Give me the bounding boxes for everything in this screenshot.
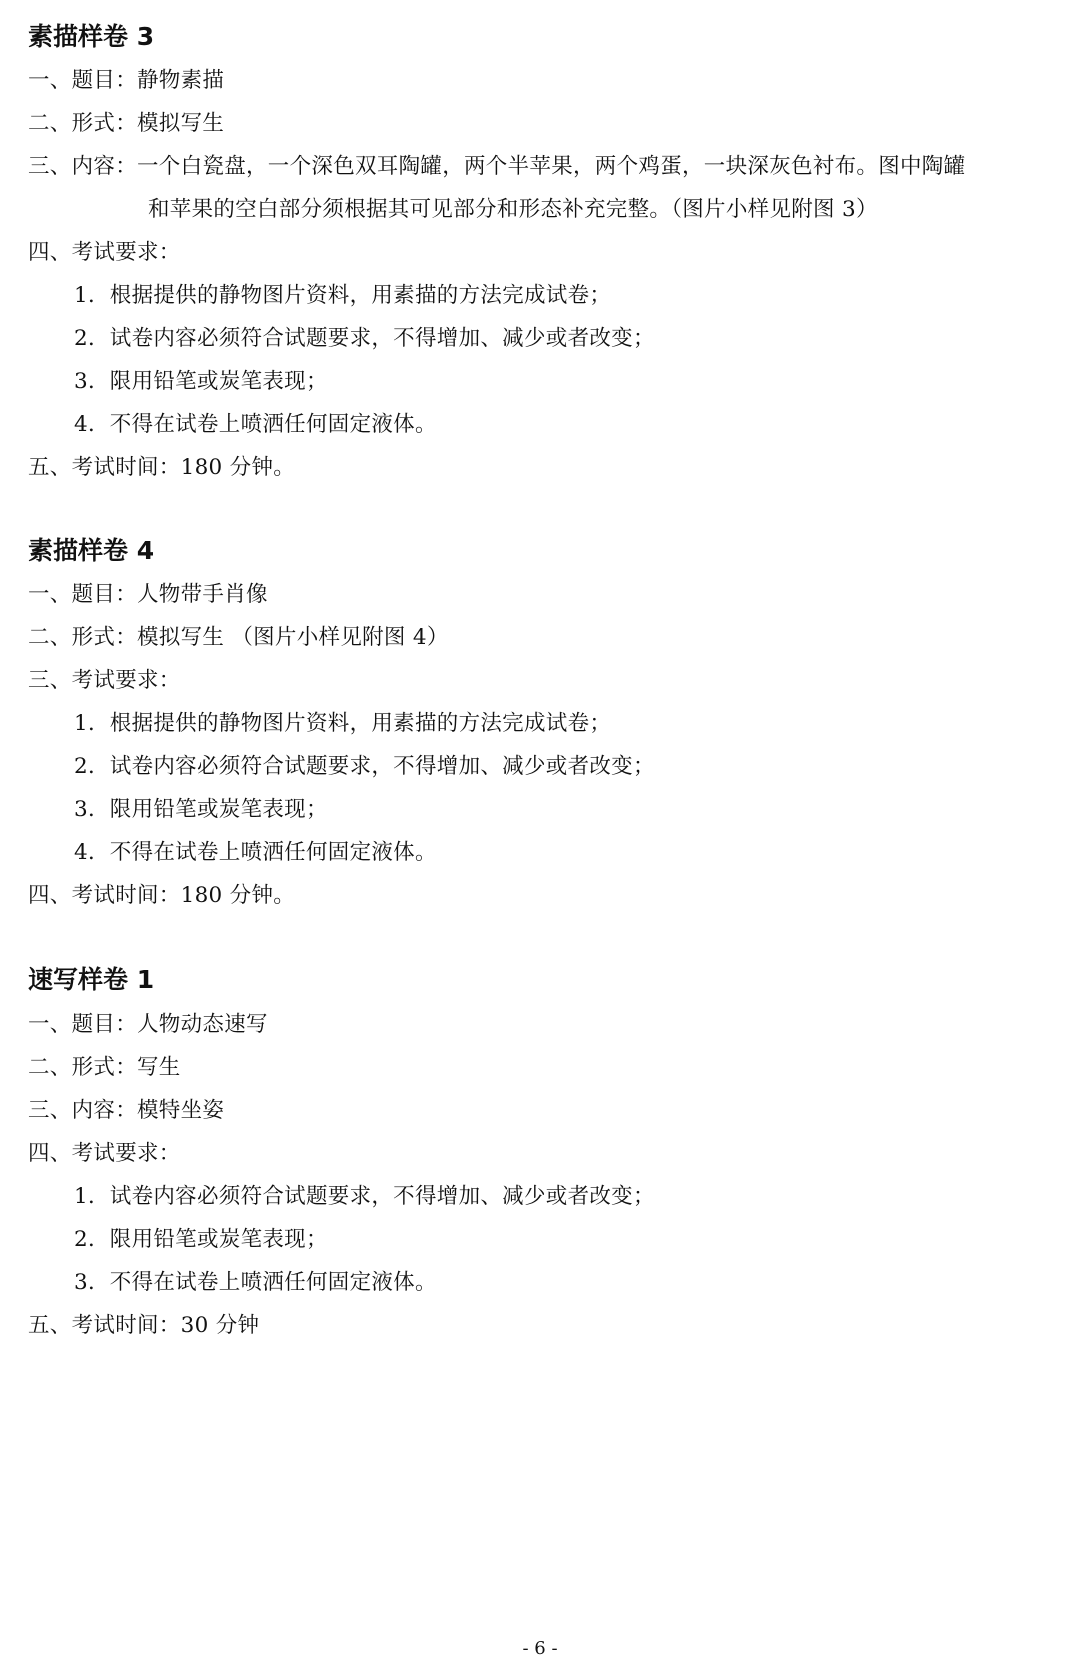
requirement-item: 1．根据提供的静物图片资料，用素描的方法完成试卷；: [74, 711, 612, 736]
requirement-item: 2．试卷内容必须符合试题要求，不得增加、减少或者改变；: [74, 754, 655, 779]
requirement-item: 4．不得在试卷上喷洒任何固定液体。: [74, 412, 437, 437]
section-title: 素描样卷 3: [28, 22, 155, 51]
section-line: 五、考试时间：180 分钟。: [28, 455, 296, 480]
section-line: 四、考试时间：180 分钟。: [28, 883, 296, 908]
section-line: 二、形式：模拟写生: [28, 111, 225, 136]
requirement-item: 2．限用铅笔或炭笔表现；: [74, 1227, 328, 1252]
requirement-item: 3．不得在试卷上喷洒任何固定液体。: [74, 1270, 437, 1295]
section-title: 速写样卷 1: [28, 965, 155, 994]
section-line: 三、考试要求：: [28, 668, 181, 693]
requirement-item: 4．不得在试卷上喷洒任何固定液体。: [74, 840, 437, 865]
section-line: 和苹果的空白部分须根据其可见部分和形态补充完整。（图片小样见附图 3）: [148, 197, 878, 222]
requirement-item: 1．试卷内容必须符合试题要求，不得增加、减少或者改变；: [74, 1184, 655, 1209]
section-line: 二、形式：模拟写生 （图片小样见附图 4）: [28, 625, 449, 650]
requirement-item: 3．限用铅笔或炭笔表现；: [74, 369, 328, 394]
section-line: 一、题目：人物带手肖像: [28, 582, 268, 607]
section-line: 一、题目：人物动态速写: [28, 1012, 268, 1037]
requirement-item: 2．试卷内容必须符合试题要求，不得增加、减少或者改变；: [74, 326, 655, 351]
section-line: 二、形式：写生: [28, 1055, 181, 1080]
section-line: 一、题目：静物素描: [28, 68, 225, 93]
section-line: 三、内容：模特坐姿: [28, 1098, 225, 1123]
section-line: 三、内容：一个白瓷盘，一个深色双耳陶罐，两个半苹果，两个鸡蛋，一块深灰色衬布。图中陶罐: [28, 154, 966, 179]
section-line: 四、考试要求：: [28, 240, 181, 265]
page-number: - 6 -: [522, 1638, 558, 1659]
section-line: 五、考试时间：30 分钟: [28, 1313, 260, 1338]
requirement-item: 3．限用铅笔或炭笔表现；: [74, 797, 328, 822]
requirement-item: 1．根据提供的静物图片资料，用素描的方法完成试卷；: [74, 283, 612, 308]
section-line: 四、考试要求：: [28, 1141, 181, 1166]
section-title: 素描样卷 4: [28, 536, 155, 565]
